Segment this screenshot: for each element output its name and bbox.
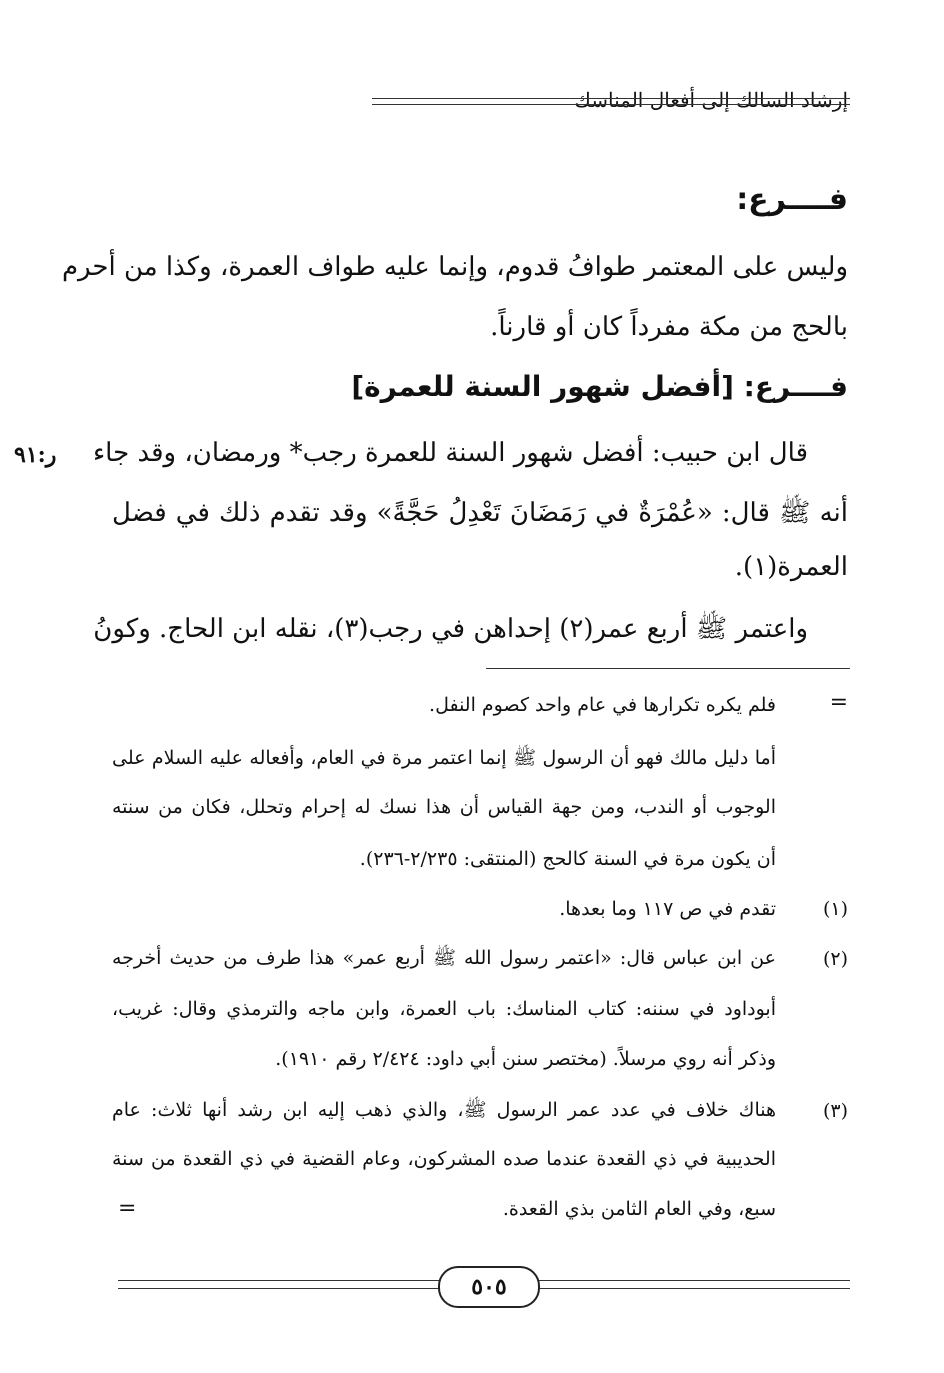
page-number: ٥٠٥ [438, 1266, 540, 1308]
footnote-number: (٢) [822, 948, 848, 970]
section-heading-best-months: فــــرع: [أفضل شهور السنة للعمرة] [351, 370, 848, 403]
footnote-number: (٣) [822, 1100, 848, 1122]
header-rule-bottom [372, 104, 850, 105]
footnote-separator [486, 668, 850, 669]
footnote-line: فلم يكره تكرارها في عام واحد كصوم النفل. [429, 694, 776, 716]
body-line: بالحج من مكة مفرداً كان أو قارناً. [490, 312, 848, 342]
footnote-line: أما دليل مالك فهو أن الرسول ﷺ إنما اعتمر مرة في العام، وأفعاله عليه السلام على [112, 747, 776, 769]
footnote-line: عن ابن عباس قال: «اعتمر رسول الله ﷺ أربع عمر» هذا طرف من حديث أخرجه [112, 947, 776, 969]
body-line: قال ابن حبيب: أفضل شهور السنة للعمرة رجب* ورمضان، وقد جاء [92, 438, 808, 468]
continuation-mark: = [829, 690, 848, 715]
footnote-line: هناك خلاف في عدد عمر الرسول ﷺ، والذي ذهب إليه ابن رشد أنها ثلاث: عام [112, 1099, 776, 1121]
footnote-line: الوجوب أو الندب، ومن جهة القياس أن هذا نسك له إحرام وتحلل، فكان من سنته [112, 796, 776, 818]
footnote-line: تقدم في ص ١١٧ وما بعدها. [559, 898, 776, 920]
body-line: واعتمر ﷺ أربع عمر(٢) إحداهن في رجب(٣)، نقله ابن الحاج. وكونُ [93, 614, 808, 644]
body-line: وليس على المعتمر طوافُ قدوم، وإنما عليه طواف العمرة، وكذا من أحرم [61, 252, 848, 282]
footnote-line: سبع، وفي العام الثامن بذي القعدة. [502, 1198, 776, 1220]
body-line: أنه ﷺ قال: «عُمْرَةٌ في رَمَضَانَ تَعْدِلُ حَجَّةً» وقد تقدم ذلك في فضل [112, 498, 848, 528]
footnote-line: أن يكون مرة في السنة كالحج (المنتقى: ٢/٢٣٥-٢٣٦). [359, 848, 776, 870]
footnote-number: (١) [822, 898, 848, 920]
section-heading-far: فــــرع: [736, 182, 848, 217]
header-rule-top [372, 98, 850, 99]
margin-reference-note: ر:٩١ [14, 442, 57, 468]
body-line: العمرة(١). [734, 552, 848, 582]
continuation-mark-end: = [118, 1196, 137, 1221]
footnote-line: وذكر أنه روي مرسلاً. (مختصر سنن أبي داود: ٢/٤٢٤ رقم ١٩١٠). [275, 1048, 776, 1070]
footnote-line: أبوداود في سننه: كتاب المناسك: باب العمرة، وابن ماجه والترمذي وقال: غريب، [112, 998, 776, 1020]
footnote-line: الحديبية في ذي القعدة عندما صده المشركون، وعام القضية في ذي القعدة من سنة [112, 1148, 776, 1170]
running-header-title: إرشاد السالك إلى أفعال المناسك [574, 88, 848, 112]
